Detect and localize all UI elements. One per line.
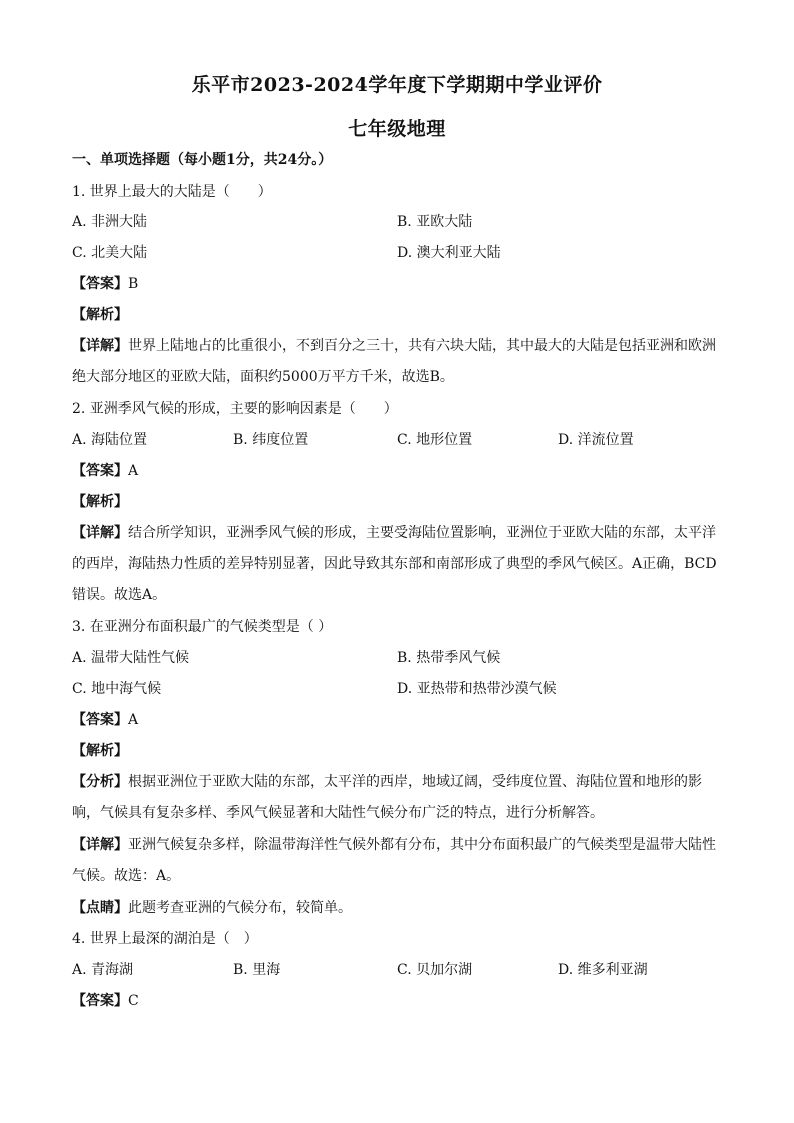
q1-option-a: A. 非洲大陆 xyxy=(72,214,148,230)
q3-option-a: A. 温带大陆性气候 xyxy=(72,650,190,666)
analysis-label: 【解析】 xyxy=(72,494,128,510)
q1-answer xyxy=(72,274,138,294)
q1-option-b: B. 亚欧大陆 xyxy=(397,214,473,230)
analyze-label: 【分析】 xyxy=(72,774,128,790)
q1-detail xyxy=(72,331,724,393)
q4-answer xyxy=(72,991,139,1011)
q2-stem: 2. 亚洲季风气候的形成，主要的影响因素是（ ） xyxy=(72,401,398,417)
detail-label: 【详解】 xyxy=(72,837,128,853)
detail-label: 【详解】 xyxy=(72,525,128,541)
q3-analyze-text: 根据亚洲位于亚欧大陆的东部，太平洋的西岸，地域辽阔，受纬度位置、海陆位置和地形的影响，气候具有复杂多样、季风气候显著和大陆性气候分布广泛的特点，进行分析解答。 xyxy=(72,774,702,821)
q1-option-c: C. 北美大陆 xyxy=(72,245,148,261)
q3-detail-text: 亚洲气候复杂多样，除温带海洋性气候外都有分布，其中分布面积最广的气候类型是温带大陆性气候。故选：A。 xyxy=(72,837,716,884)
q2-option-a: A. 海陆位置 xyxy=(72,432,148,448)
q2-answer-value: A xyxy=(128,463,139,479)
q1-answer-value: B xyxy=(128,276,139,292)
q3-option-d: D. 亚热带和热带沙漠气候 xyxy=(397,681,557,697)
section-heading: 一、单项选择题（每小题1分，共24分。） xyxy=(72,152,333,168)
q2-answer xyxy=(72,461,138,481)
q4-option-c: C. 贝加尔湖 xyxy=(397,962,473,978)
q4-option-d: D. 维多利亚湖 xyxy=(558,962,648,978)
analysis-label: 【解析】 xyxy=(72,307,128,323)
q3-option-b: B. 热带季风气候 xyxy=(397,650,501,666)
q4-option-b: B. 里海 xyxy=(233,962,281,978)
q3-analyze xyxy=(72,767,724,829)
q3-analysis-label xyxy=(72,741,128,761)
q2-option-d: D. 洋流位置 xyxy=(558,432,634,448)
answer-label: 【答案】 xyxy=(72,712,128,728)
q2-analysis-label xyxy=(72,492,128,512)
q4-option-a: A. 青海湖 xyxy=(72,962,134,978)
analysis-label: 【解析】 xyxy=(72,743,128,759)
q2-option-c: C. 地形位置 xyxy=(397,432,473,448)
answer-label: 【答案】 xyxy=(72,993,128,1009)
comment-label: 【点睛】 xyxy=(72,900,128,916)
q1-stem: 1. 世界上最大的大陆是（ ） xyxy=(72,184,272,200)
q4-stem: 4. 世界上最深的湖泊是（ ） xyxy=(72,931,258,947)
q2-option-b: B. 纬度位置 xyxy=(233,432,309,448)
q1-option-d: D. 澳大利亚大陆 xyxy=(397,245,501,261)
q3-option-c: C. 地中海气候 xyxy=(72,681,162,697)
q2-detail-text: 结合所学知识，亚洲季风气候的形成，主要受海陆位置影响，亚洲位于亚欧大陆的东部，太平洋的西岸，海陆热力性质的差异特别显著，因此导致其东部和南部形成了典型的季风气候区。A正确，BCD错误。故选A。 xyxy=(72,525,717,603)
answer-label: 【答案】 xyxy=(72,463,128,479)
q3-answer-value: A xyxy=(128,712,139,728)
q4-answer-value: C xyxy=(128,993,139,1009)
q1-detail-text: 世界上陆地占的比重很小，不到百分之三十，共有六块大陆，其中最大的大陆是包括亚洲和欧洲绝大部分地区的亚欧大陆，面积约5000万平方千米，故选B。 xyxy=(72,338,716,385)
q3-detail xyxy=(72,830,724,892)
q3-stem: 3. 在亚洲分布面积最广的气候类型是（ ） xyxy=(72,619,333,635)
q1-analysis-label xyxy=(72,305,128,325)
page-subtitle: 七年级地理 xyxy=(348,118,446,140)
detail-label: 【详解】 xyxy=(72,338,128,354)
q3-comment xyxy=(72,898,352,918)
page-title: 乐平市2023-2024学年度下学期期中学业评价 xyxy=(191,74,603,96)
q2-detail xyxy=(72,518,724,611)
q3-answer xyxy=(72,710,138,730)
q3-comment-text: 此题考查亚洲的气候分布，较简单。 xyxy=(128,900,352,916)
answer-label: 【答案】 xyxy=(72,276,128,292)
